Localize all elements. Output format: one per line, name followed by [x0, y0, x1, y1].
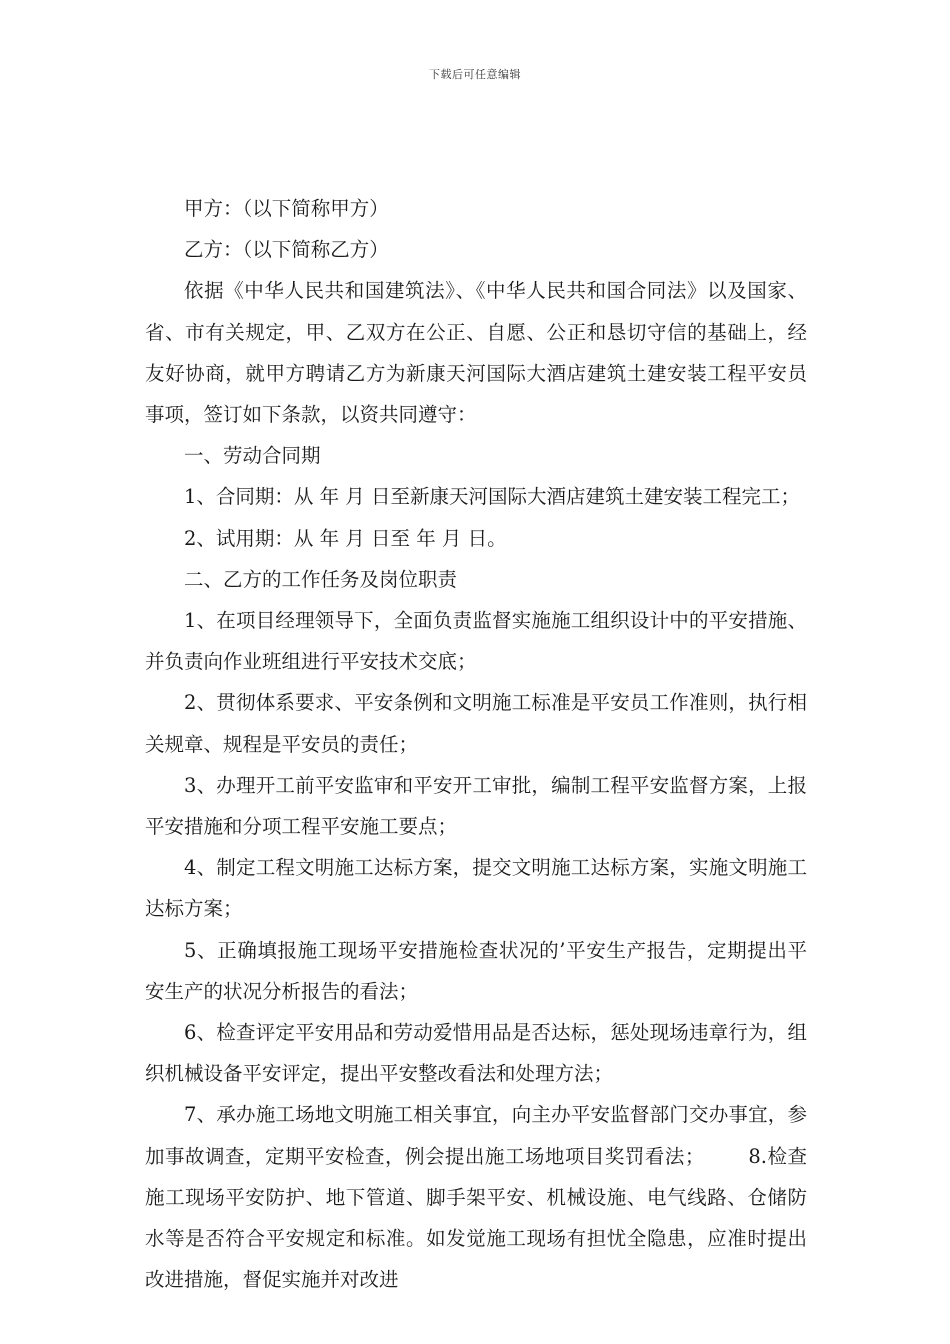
- section-1-item-2: 2、试用期：从 年 月 日至 年 月 日。: [184, 526, 507, 550]
- section-2-item-3: 3、办理开工前平安监审和平安开工审批，编制工程平安监督方案，上报平安措施和分项工程平安施工要点；: [145, 773, 807, 839]
- section-2-item-5: 5、正确填报施工现场平安措施检查状况的’平安生产报告，定期提出平安生产的状况分析报告的看法；: [145, 938, 807, 1003]
- page-header-note: 下载后可任意编辑: [429, 68, 521, 81]
- section-2-item-7-and-8: [145, 1094, 807, 1300]
- section-2-item-8: 8.检查施工现场平安防护、地下管道、脚手架平安、机械设施、电气线路、仓储防水等是否符合平安规定和标准。如发觉施工现场有担忧全隐患，应准时提出改进措施，督促实施并对改进: [145, 1144, 807, 1292]
- section-2-item-7: 7、承办施工场地文明施工相关事宜，向主办平安监督部门交办事宜，参加事故调查，定期平安检查，例会提出施工场地项目奖罚看法；: [145, 1103, 807, 1168]
- section-2-item-6: 6、检查评定平安用品和劳动爱惜用品是否达标，惩处现场违章行为，组织机械设备平安评定，提出平安整改看法和处理方法；: [145, 1021, 807, 1086]
- section-2-item-4: 4、制定工程文明施工达标方案，提交文明施工达标方案，实施文明施工达标方案；: [145, 856, 807, 921]
- preamble-paragraph: 依据《中华人民共和国建筑法》、《中华人民共和国合同法》以及国家、省、市有关规定，甲、乙双方在公正、自愿、公正和恳切守信的基础上，经友好协商，就甲方聘请乙方为新康天河国际大酒店建筑土建安装工程平安员事项，签订如下条款，以资共同遵守：: [145, 279, 807, 427]
- party-a-line: 甲方：（以下简称甲方）: [184, 197, 389, 220]
- contract-body: [145, 188, 807, 1300]
- party-b-line: 乙方：（以下简称乙方）: [184, 238, 389, 262]
- section-2-heading: 二、乙方的工作任务及岗位职责: [184, 567, 458, 591]
- section-2-item-1: 1、在项目经理领导下，全面负责监督实施施工组织设计中的平安措施、并负责向作业班组进行平安技术交底；: [145, 609, 807, 674]
- section-1-item-1: 1、合同期：从 年 月 日至新康天河国际大酒店建筑土建安装工程完工；: [184, 485, 801, 509]
- section-1-heading: 一、劳动合同期: [184, 444, 321, 468]
- section-2-item-2: 2、贯彻体系要求、平安条例和文明施工标准是平安员工作准则，执行相关规章、规程是平安员的责任；: [145, 691, 807, 756]
